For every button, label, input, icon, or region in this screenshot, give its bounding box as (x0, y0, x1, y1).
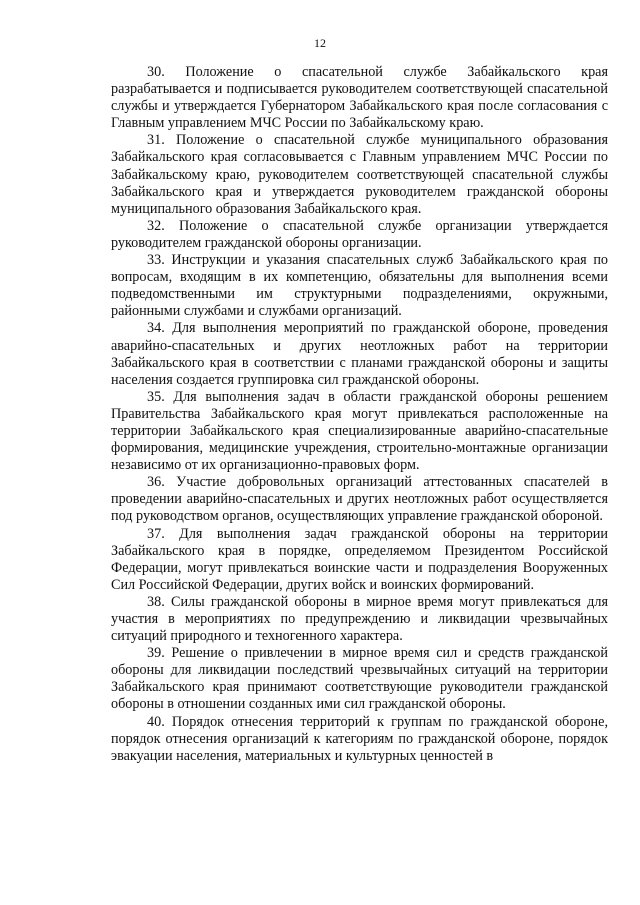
paragraph-36: 36. Участие добровольных организаций аттестованных спасателей в проведении аварийно-спасательных и других неотложных работ осуществляется под руководством органов, осуществляющих управление гражданской обороной. (111, 474, 608, 525)
document-body (111, 64, 608, 765)
page-number: 12 (314, 36, 326, 50)
paragraph-34: 34. Для выполнения мероприятий по гражданской обороне, проведения аварийно-спасательных и других неотложных работ на территории Забайкальского края в соответствии с планами гражданской обороны и защиты населения создается группировка сил гражданской обороны. (111, 320, 608, 388)
paragraph-39: 39. Решение о привлечении в мирное время сил и средств гражданской обороны для ликвидации последствий чрезвычайных ситуаций на территории Забайкальского края принимают соответствующие руководители гражданской обороны в отношении созданных ими сил гражданской обороны. (111, 645, 608, 713)
paragraph-30: 30. Положение о спасательной службе Забайкальского края разрабатывается и подписывается руководителем соответствующей спасательной службы и утверждается Губернатором Забайкальского края после согласования с Главным управлением МЧС России по Забайкальскому краю. (111, 64, 608, 132)
paragraph-32: 32. Положение о спасательной службе организации утверждается руководителем гражданской обороны организации. (111, 217, 608, 251)
paragraph-40: 40. Порядок отнесения территорий к группам по гражданской обороне, порядок отнесения организаций к категориям по гражданской обороне, порядок эвакуации населения, материальных и культурных ценностей в (111, 713, 608, 764)
paragraph-38: 38. Силы гражданской обороны в мирное время могут привлекаться для участия в мероприятиях по предупреждению и ликвидации чрезвычайных ситуаций природного и техногенного характера. (111, 593, 608, 645)
paragraph-31: 31. Положение о спасательной службе муниципального образования Забайкальского края согласовывается с Главным управлением МЧС России по Забайкальскому краю, руководителем соответствующей спасательной службы Забайкальского края и утверждается руководителем гражданской обороны муниципального образования Забайкальского края. (111, 132, 608, 217)
paragraph-35: 35. Для выполнения задач в области гражданской обороны решением Правительства Забайкальского края могут привлекаться расположенные на территории Забайкальского края специализированные аварийно-спасательные формирования, медицинские учреждения, строительно-монтажные организации независимо от их организационно-правовых форм. (111, 388, 608, 474)
paragraph-33: 33. Инструкции и указания спасательных служб Забайкальского края по вопросам, входящим в их компетенцию, обязательны для выполнения всеми подведомственными им структурными подразделениями, окружными, районными службами и службами организаций. (111, 252, 608, 320)
paragraph-37: 37. Для выполнения задач гражданской обороны на территории Забайкальского края в порядке, определяемом Президентом Российской Федерации, могут привлекаться воинские части и подразделения Вооруженных Сил Российской Федерации, других войск и воинских формирований. (111, 525, 608, 593)
